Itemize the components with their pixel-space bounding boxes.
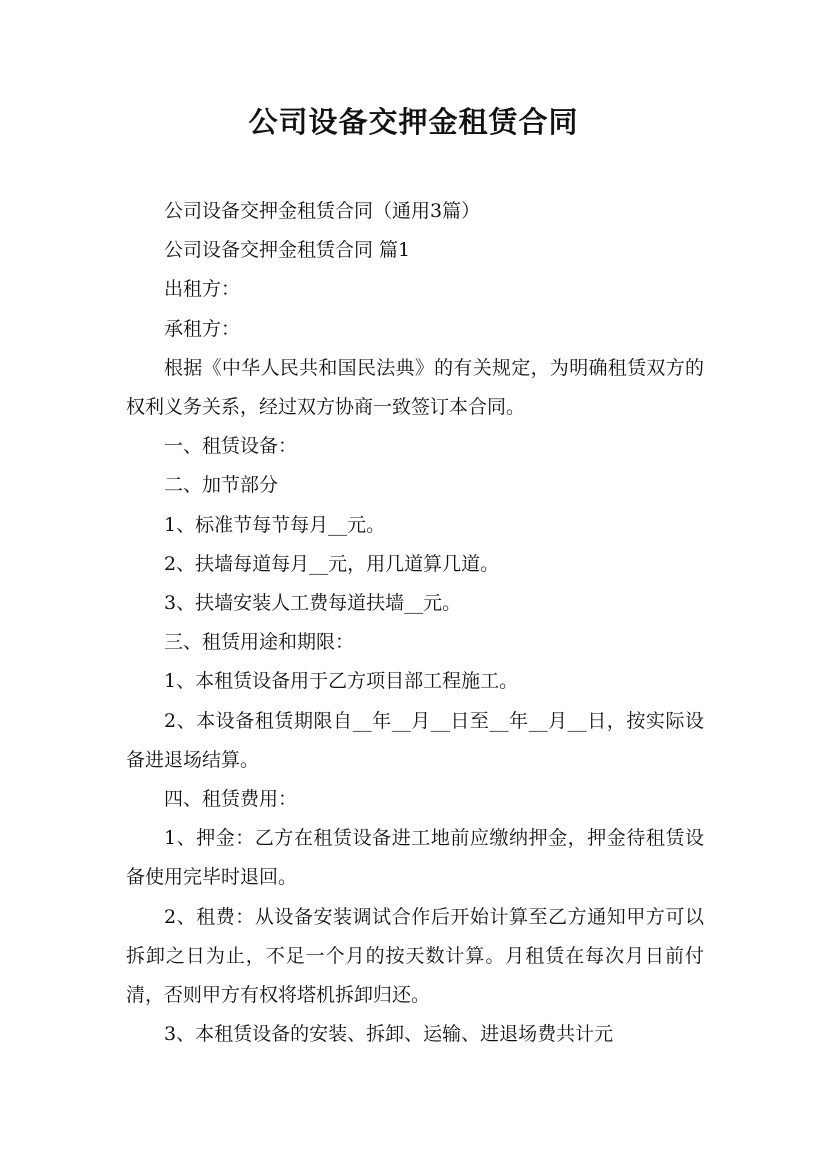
clause-heading: 二、加节部分	[164, 474, 279, 497]
clause-item: 2、本设备租赁期限自__年__月__日至__年__月__日，按实际设备进退场结算。	[126, 709, 704, 771]
clause-heading: 一、租赁设备：	[164, 435, 298, 458]
clause-item: 1、押金：乙方在租赁设备进工地前应缴纳押金，押金待租赁设备使用完毕时退回。	[126, 827, 704, 889]
document-body	[126, 192, 704, 1054]
clause-heading: 三、租赁用途和期限：	[164, 631, 355, 654]
clause-item: 1、标准节每节每月__元。	[164, 513, 386, 536]
clause-item: 2、租费：从设备安装调试合作后开始计算至乙方通知甲方可以拆卸之日为止，不足一个月的按天数计算。月租赁在每次月日前付清，否则甲方有权将塔机拆卸归还。	[126, 905, 704, 1007]
clause-item: 2、扶墙每道每月__元，用几道算几道。	[164, 552, 500, 575]
subtitle-paragraph: 公司设备交押金租赁合同（通用3篇）	[164, 200, 481, 222]
section-heading: 公司设备交押金租赁合同 篇1	[164, 239, 411, 262]
lessor-line: 出租方：	[164, 278, 241, 301]
clause-item: 3、扶墙安装人工费每道扶墙__元。	[164, 592, 462, 615]
clause-item: 3、本租赁设备的安装、拆卸、运输、进退场费共计元	[164, 1023, 614, 1046]
lessee-line: 承租方：	[164, 317, 241, 340]
document-title: 公司设备交押金租赁合同	[248, 105, 579, 139]
preamble-paragraph: 根据《中华人民共和国民法典》的有关规定，为明确租赁双方的权利义务关系，经过双方协商一致签订本合同。	[126, 356, 704, 419]
clause-heading: 四、租赁费用：	[164, 788, 298, 811]
clause-item: 1、本租赁设备用于乙方项目部工程施工。	[164, 670, 519, 693]
